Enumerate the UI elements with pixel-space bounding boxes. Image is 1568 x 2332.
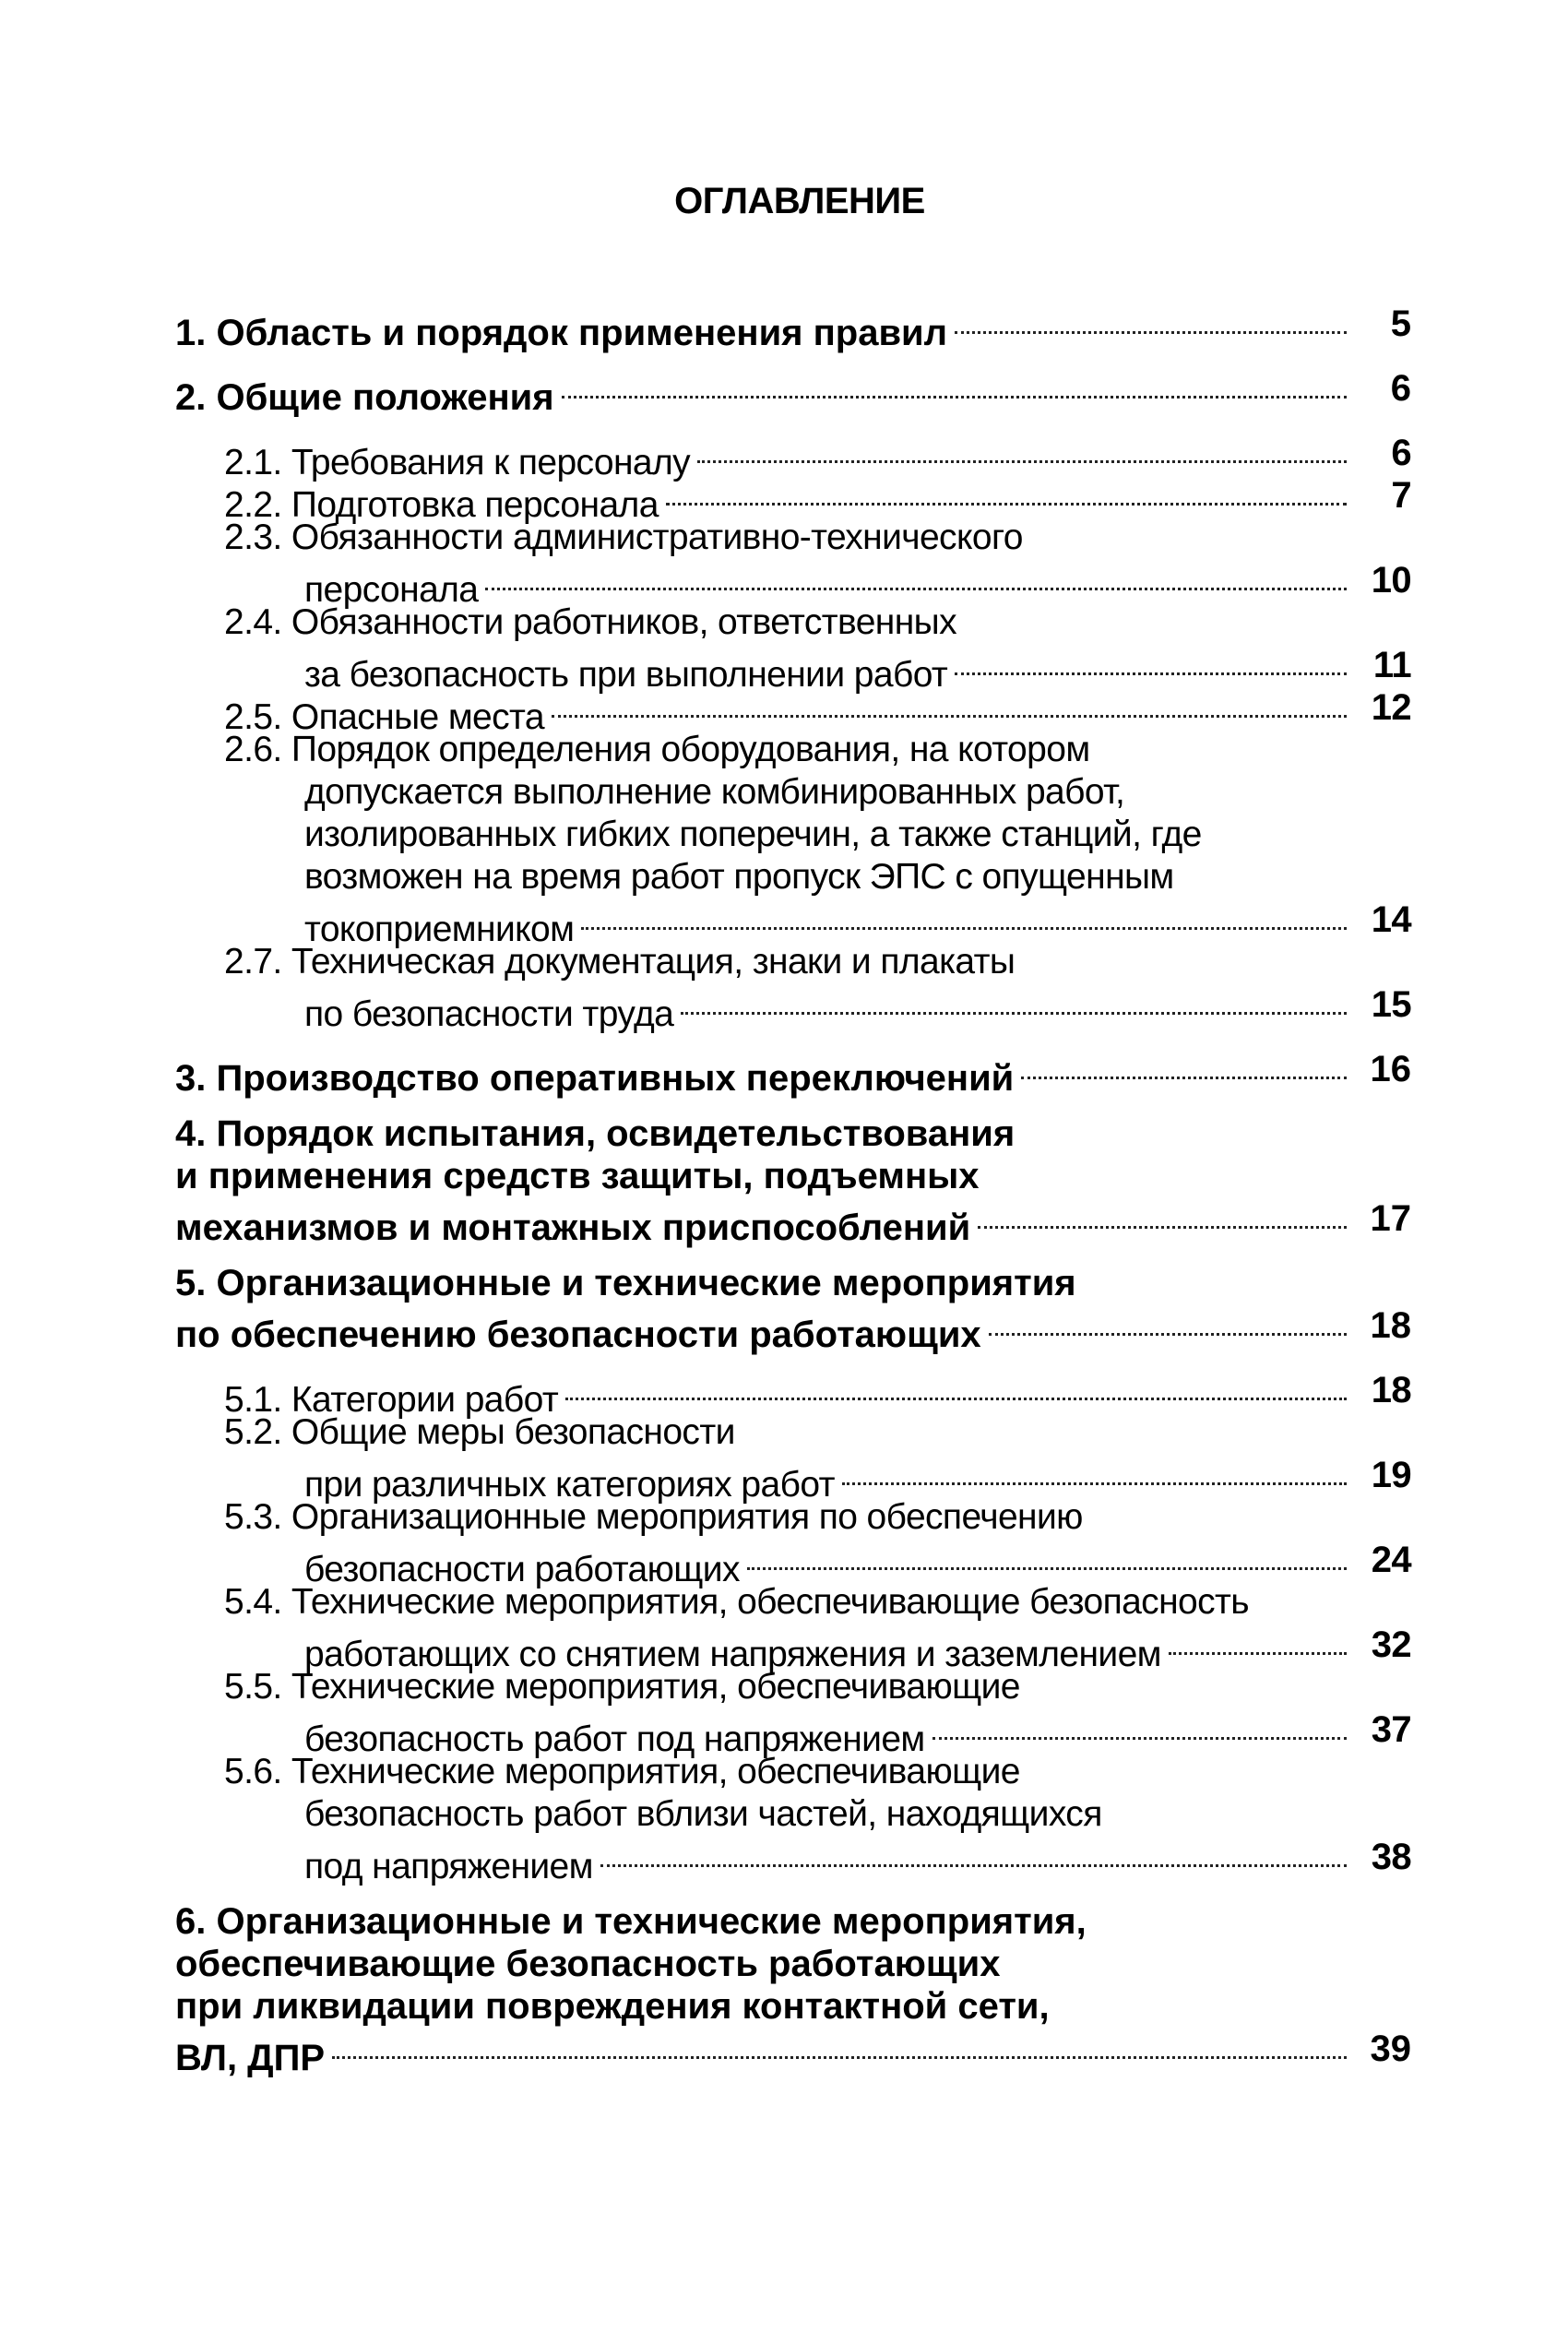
page-number: 5 <box>1390 303 1411 344</box>
toc-entry-text: 5.4. Технические мероприятия, обеспечивающие безопасность <box>224 1582 1249 1622</box>
toc-entry-line <box>175 1793 1411 1836</box>
toc-subsection-entry[interactable] <box>175 1751 1411 1886</box>
toc-entry-line <box>175 601 1411 644</box>
toc-entry-line <box>175 1197 1411 1248</box>
toc-subsection-entry[interactable] <box>175 1581 1411 1674</box>
toc-subsection-entry[interactable] <box>175 941 1411 1034</box>
toc-entry-text: 2.6. Порядок определения оборудования, на котором <box>224 730 1090 769</box>
toc-entry-line <box>175 1369 1411 1420</box>
toc-entry-line <box>175 1155 1411 1197</box>
toc-subsection-entry[interactable] <box>175 686 1411 737</box>
toc-entry-text: 1. Область и порядок применения правил <box>175 312 951 354</box>
toc-subsection-entry[interactable] <box>175 1666 1411 1759</box>
page-number: 12 <box>1371 687 1411 728</box>
toc-entry-line <box>175 941 1411 983</box>
toc-entry-line <box>175 729 1411 771</box>
toc-entry-line <box>175 1581 1411 1624</box>
dot-leader <box>1017 1048 1347 1090</box>
toc-entry-text: под напряжением <box>304 1846 597 1888</box>
toc-entry-line <box>175 983 1411 1034</box>
toc-subsection-entry[interactable] <box>175 601 1411 695</box>
toc-entry-line <box>175 814 1411 856</box>
toc-entry-line <box>175 559 1411 610</box>
toc-entry-line <box>175 1708 1411 1759</box>
toc-entry-text: безопасность работ под напряжением <box>304 1719 929 1761</box>
page-number: 15 <box>1371 984 1411 1025</box>
toc-entry-line <box>175 367 1411 418</box>
toc-entry-text: 4. Порядок испытания, освидетельствования <box>175 1113 1016 1154</box>
toc-entry-text: 5.2. Общие меры безопасности <box>224 1412 735 1452</box>
table-of-contents <box>175 303 1411 2078</box>
dot-leader <box>558 367 1347 410</box>
page-number: 11 <box>1372 645 1411 685</box>
toc-entry-text: возможен на время работ пропуск ЭПС с опущенным <box>304 857 1174 897</box>
toc-entry-text: 2.2. Подготовка персонала <box>224 484 662 527</box>
page-number: 17 <box>1370 1198 1411 1239</box>
toc-entry-text: по обеспечению безопасности работающих <box>175 1314 985 1356</box>
toc-entry-line <box>175 1454 1411 1505</box>
toc-section-entry[interactable] <box>175 1900 1411 2078</box>
toc-entry-text: 2. Общие положения <box>175 376 558 419</box>
toc-entry-text: 5.1. Категории работ <box>224 1379 562 1422</box>
dot-leader <box>662 474 1347 517</box>
dot-leader <box>838 1454 1347 1496</box>
dot-leader <box>548 686 1347 729</box>
dot-leader <box>694 432 1347 474</box>
dot-leader <box>985 1304 1347 1347</box>
toc-entry-line <box>175 1943 1411 1985</box>
toc-entry-text: безопасность работ вблизи частей, находящихся <box>304 1794 1102 1834</box>
toc-entry-line <box>175 898 1411 949</box>
toc-entry-line <box>175 686 1411 737</box>
toc-subsection-entry[interactable] <box>175 474 1411 525</box>
dot-leader <box>597 1836 1347 1878</box>
toc-entry-text: 2.3. Обязанности административно-технического <box>224 518 1023 557</box>
toc-entry-text: 2.7. Техническая документация, знаки и плакаты <box>224 942 1016 982</box>
page-number: 24 <box>1371 1540 1411 1580</box>
toc-entry-line <box>175 771 1411 814</box>
toc-entry-line <box>175 1985 1411 2028</box>
toc-entry-line <box>175 1900 1411 1943</box>
toc-entry-text: 6. Организационные и технические мероприятия, <box>175 1901 1087 1942</box>
page-number: 18 <box>1370 1305 1411 1346</box>
toc-entry-text: изолированных гибких поперечин, а также станций, где <box>304 815 1202 854</box>
toc-entry-text: 2.1. Требования к персоналу <box>224 442 694 484</box>
toc-entry-line <box>175 1112 1411 1155</box>
toc-entry-text: безопасности работающих <box>304 1549 743 1591</box>
toc-entry-line <box>175 1666 1411 1708</box>
toc-entry-text: токоприемником <box>304 909 577 951</box>
dot-leader <box>481 559 1347 601</box>
toc-entry-line <box>175 474 1411 525</box>
toc-entry-text: механизмов и монтажных приспособлений <box>175 1207 974 1249</box>
toc-entry-line <box>175 432 1411 482</box>
dot-leader <box>577 898 1347 941</box>
toc-section-entry[interactable] <box>175 1048 1411 1099</box>
toc-entry-text: 5.5. Технические мероприятия, обеспечивающие <box>224 1667 1020 1707</box>
page-number: 18 <box>1371 1370 1411 1410</box>
dot-leader <box>951 644 1347 686</box>
toc-subsection-entry[interactable] <box>175 729 1411 949</box>
toc-entry-text: работающих со снятием напряжения и заземлением <box>304 1634 1165 1676</box>
page-title: ОГЛАВЛЕНИЕ <box>674 181 925 221</box>
toc-entry-text: 2.4. Обязанности работников, ответственных <box>224 602 956 642</box>
toc-section-entry[interactable] <box>175 367 1411 418</box>
toc-entry-text: обеспечивающие безопасность работающих <box>175 1944 1001 1984</box>
toc-entry-line <box>175 1624 1411 1674</box>
toc-entry-line <box>175 644 1411 695</box>
toc-entry-line <box>175 1262 1411 1304</box>
dot-leader <box>974 1197 1347 1240</box>
toc-entry-line <box>175 1496 1411 1539</box>
toc-entry-line <box>175 1304 1411 1355</box>
page-number: 16 <box>1370 1049 1411 1089</box>
toc-entry-line <box>175 303 1411 353</box>
dot-leader <box>562 1369 1347 1411</box>
toc-entry-text: 2.5. Опасные места <box>224 696 548 739</box>
toc-entry-line <box>175 2028 1411 2078</box>
toc-entry-line <box>175 517 1411 559</box>
toc-section-entry[interactable] <box>175 303 1411 353</box>
toc-entry-text: 5.6. Технические мероприятия, обеспечивающие <box>224 1752 1020 1791</box>
toc-entry-text: 3. Производство оперативных переключений <box>175 1057 1017 1100</box>
page-number: 6 <box>1390 368 1411 409</box>
page-number: 19 <box>1371 1455 1411 1495</box>
dot-leader <box>1165 1624 1347 1666</box>
page-number: 39 <box>1370 2029 1411 2069</box>
toc-section-entry[interactable] <box>175 1262 1411 1355</box>
toc-section-entry[interactable] <box>175 1112 1411 1248</box>
toc-entry-line <box>175 1048 1411 1099</box>
dot-leader <box>743 1539 1347 1581</box>
toc-subsection-entry[interactable] <box>175 1496 1411 1589</box>
page-number: 6 <box>1391 433 1411 473</box>
toc-entry-text: персонала <box>304 569 481 612</box>
toc-entry-text: по безопасности труда <box>304 993 677 1036</box>
toc-entry-line <box>175 1411 1411 1454</box>
toc-subsection-entry[interactable] <box>175 432 1411 482</box>
toc-entry-line <box>175 1751 1411 1793</box>
toc-entry-text: ВЛ, ДПР <box>175 2037 328 2079</box>
toc-entry-line <box>175 856 1411 898</box>
toc-subsection-entry[interactable] <box>175 1411 1411 1505</box>
dot-leader <box>677 983 1347 1026</box>
toc-subsection-entry[interactable] <box>175 1369 1411 1420</box>
toc-entry-text: 5. Организационные и технические мероприятия <box>175 1263 1076 1303</box>
dot-leader <box>951 303 1347 345</box>
page-number: 32 <box>1371 1624 1411 1665</box>
page-number: 38 <box>1371 1837 1411 1877</box>
toc-entry-text: за безопасность при выполнении работ <box>304 654 951 696</box>
page-number: 37 <box>1371 1709 1411 1750</box>
toc-entry-text: и применения средств защиты, подъемных <box>175 1156 980 1196</box>
dot-leader <box>929 1708 1347 1751</box>
toc-entry-line <box>175 1539 1411 1589</box>
page-number: 10 <box>1371 560 1411 601</box>
toc-entry-text: при различных категориях работ <box>304 1464 838 1506</box>
toc-entry-line <box>175 1836 1411 1886</box>
page-number: 14 <box>1371 899 1411 940</box>
dot-leader <box>328 2028 1347 2070</box>
toc-entry-text: 5.3. Организационные мероприятия по обеспечению <box>224 1497 1083 1537</box>
page-number: 7 <box>1391 475 1411 516</box>
toc-entry-text: допускается выполнение комбинированных работ, <box>304 772 1125 812</box>
toc-entry-text: при ликвидации повреждения контактной сети, <box>175 1986 1050 2027</box>
toc-subsection-entry[interactable] <box>175 517 1411 610</box>
